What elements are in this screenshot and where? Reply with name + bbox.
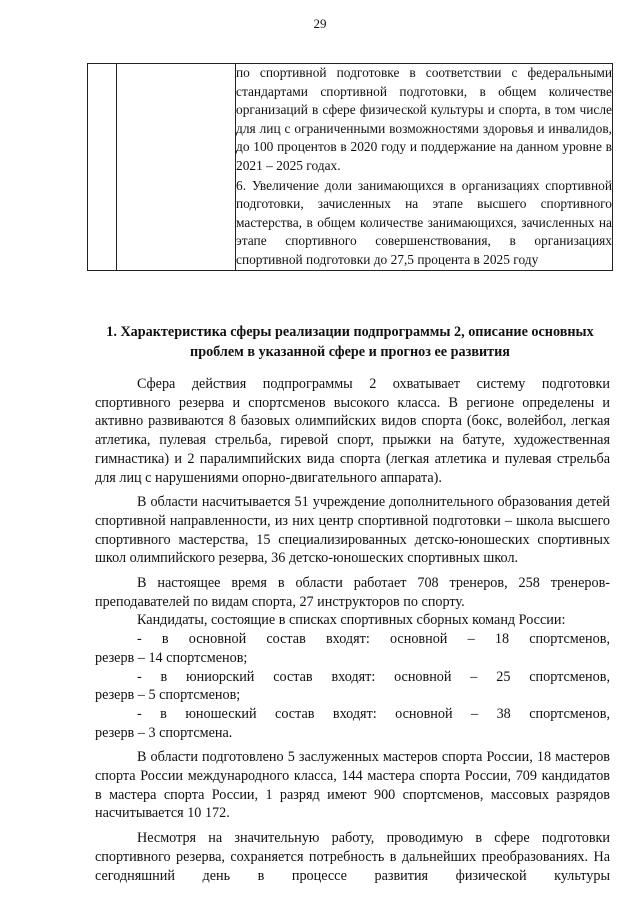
continuation-table: [87, 63, 613, 271]
bullet-main-team: - в основной состав входят: основной – 18 спортсменов,: [137, 631, 610, 648]
indicator-text-6: 6. Увеличение доли занимающихся в организациях спортивной подготовки, зачисленных на этапе высшего спортивного мастерства, в общем количестве занимающихся, зачисленных на этапе спортивного совершенствования, в организациях спортивной подготовки до 27,5 процента в 2025 году: [236, 177, 612, 267]
table-cell-indicators: [236, 64, 613, 271]
bullet-junior-team: - в юниорский состав входят: основной – 25 спортсменов,: [137, 668, 610, 685]
section-heading: 1. Характеристика сферы реализации подпрограммы 2, описание основных проблем в указанной сфере и прогноз ее развития: [106, 324, 594, 360]
paragraph-institutions: В области насчитывается 51 учреждение дополнительного образования детей спортивной направленности, из них центр спортивной подготовки – школа высшего спортивного мастерства, 15 специализированных детско-юношеских спортивных школ олимпийского резерва, 36 детско-юношеских спортивных школ.: [95, 494, 610, 567]
table-cell-name: [117, 64, 236, 271]
table-row: [88, 64, 613, 271]
paragraph-candidates: Кандидаты, состоящие в списках спортивных сборных команд России:: [137, 612, 566, 629]
bullet-main-team-reserve: резерв – 14 спортсменов;: [95, 649, 248, 666]
bullet-youth-team: - в юношеский состав входят: основной – 38 спортсменов,: [137, 705, 610, 722]
bullet-junior-team-reserve: резерв – 5 спортсменов;: [95, 687, 241, 704]
body-text: [95, 375, 610, 885]
paragraph-coaches: В настоящее время в области работает 708 тренеров, 258 тренеров-преподавателей по видам спорта, 27 инструкторов по спорту.: [95, 575, 610, 610]
paragraph-athletes: В области подготовлено 5 заслуженных мастеров спорта России, 18 мастеров спорта России международного класса, 144 мастера спорта России, 709 кандидатов в мастера спорта России, 1 разряд имеют 900 спортсменов, массовых разрядов насчитывается 10 172.: [95, 749, 610, 822]
paragraph-needs: Несмотря на значительную работу, проводимую в сфере подготовки спортивного резерва, сохраняется потребность в дальнейших преобразованиях. На сегодняшний день в процессе развития физической культуры: [95, 830, 610, 884]
indicator-text-5: по спортивной подготовке в соответствии с федеральными стандартами спортивной подготовки, в общем количестве организаций в сфере физической культуры и спорта, в том числе для лиц с ограниченными возможностями здоровья и инвалидов, до 100 процентов в 2020 году и поддержание на данном уровне в 2021 – 2025 годах.: [236, 65, 612, 173]
bullet-youth-team-reserve: резерв – 3 спортсмена.: [95, 724, 233, 741]
table-cell-number: [88, 64, 117, 271]
page-number: 29: [313, 16, 327, 31]
paragraph-scope: Сфера действия подпрограммы 2 охватывает систему подготовки спортивного резерва и спортсменов высокого класса. В регионе определены и активно развиваются 8 базовых олимпийских видов спорта (бокс, волейбол, легкая атлетика, пулевая стрельба, гиревой спорт, прыжки на батуте, художественная гимнастика) и 2 паралимпийских вида спорта (легкая атлетика и пулевая стрельба для лиц с нарушениями опорно-двигательного аппарата).: [95, 376, 610, 486]
